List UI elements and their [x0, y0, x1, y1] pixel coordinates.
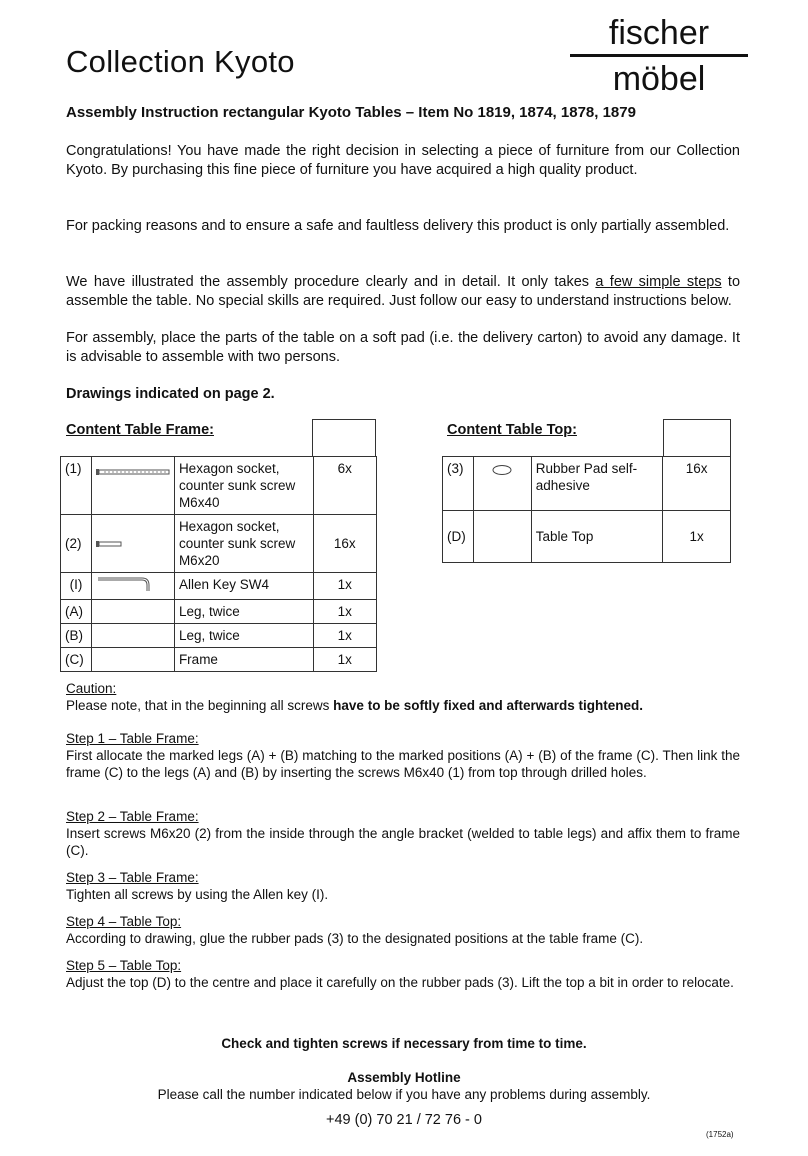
part-id: (B) — [61, 624, 92, 648]
hotline-text: Please call the number indicated below if you have any problems during assembly. — [157, 1087, 651, 1102]
empty-icon-cell — [91, 624, 174, 648]
table-row — [61, 648, 377, 672]
table-row — [61, 624, 377, 648]
part-id: (A) — [61, 600, 92, 624]
intro-text-a: We have illustrated the assembly procedure clearly and in detail. It only takes — [66, 274, 596, 290]
frame-parts-table — [60, 456, 377, 672]
top-table-header-cell — [663, 419, 731, 457]
table-row — [61, 573, 377, 600]
part-id: (1) — [61, 457, 92, 515]
hotline-title: Assembly Hotline — [347, 1070, 461, 1085]
logo-bottom-text: möbel — [612, 60, 706, 98]
long-screw-icon — [91, 457, 174, 515]
part-quantity: 1x — [313, 624, 376, 648]
table-row — [61, 457, 377, 515]
part-description: Allen Key SW4 — [174, 573, 313, 600]
logo-divider — [570, 54, 748, 57]
step-5 — [66, 957, 740, 991]
drawings-note: Drawings indicated on page 2. — [66, 386, 275, 402]
empty-icon-cell — [91, 648, 174, 672]
part-description: Leg, twice — [174, 624, 313, 648]
step-2 — [66, 808, 740, 859]
part-quantity: 6x — [313, 457, 376, 515]
part-quantity: 1x — [313, 600, 376, 624]
intro-paragraph-3 — [66, 273, 740, 310]
step-heading: Step 3 – Table Frame: — [66, 870, 199, 885]
step-heading: Step 4 – Table Top: — [66, 914, 182, 929]
step-text: Insert screws M6x20 (2) from the inside through the angle bracket (welded to table legs) and affix them to frame (C). — [66, 826, 740, 858]
document-subtitle: Assembly Instruction rectangular Kyoto Tables – Item No 1819, 1874, 1878, 1879 — [66, 104, 636, 121]
top-table-heading: Content Table Top: — [447, 422, 577, 438]
part-description: Leg, twice — [174, 600, 313, 624]
part-description: Frame — [174, 648, 313, 672]
table-row — [443, 511, 731, 563]
hotline-phone: +49 (0) 70 21 / 72 76 - 0 — [326, 1112, 482, 1128]
frame-table-header-cell — [312, 419, 376, 457]
rubber-pad-icon — [473, 457, 531, 511]
empty-icon-cell — [91, 600, 174, 624]
part-description: Table Top — [531, 511, 662, 563]
part-description: Rubber Pad self-adhesive — [531, 457, 662, 511]
empty-icon-cell — [473, 511, 531, 563]
frame-table-heading: Content Table Frame: — [66, 422, 214, 438]
intro-paragraph-2: For packing reasons and to ensure a safe and faultless delivery this product is only partially assembled. — [66, 218, 730, 234]
intro-text-b: to assemble the table. No special skills are required. Just follow our easy to understand instructions below. — [66, 274, 741, 309]
intro-paragraph-1: Congratulations! You have made the right decision in selecting a piece of furniture from our Collection Kyoto. By purchasing this fine piece of furniture you have acquired a high quality product. — [66, 143, 740, 178]
part-id: (I) — [61, 573, 92, 600]
step-text: According to drawing, glue the rubber pads (3) to the designated positions at the table frame (C). — [66, 931, 644, 946]
part-quantity: 1x — [663, 511, 731, 563]
caution-heading: Caution: — [66, 681, 117, 696]
caution-block — [66, 680, 740, 714]
table-row — [443, 457, 731, 511]
part-id: (3) — [443, 457, 474, 511]
part-quantity: 16x — [663, 457, 731, 511]
step-4 — [66, 913, 740, 947]
step-heading: Step 2 – Table Frame: — [66, 809, 199, 824]
part-description: Hexagon socket, counter sunk screw M6x20 — [174, 515, 313, 573]
page-title: Collection Kyoto — [66, 44, 295, 79]
part-quantity: 16x — [313, 515, 376, 573]
caution-text-a: Please note, that in the beginning all screws — [66, 698, 334, 713]
step-text: First allocate the marked legs (A) + (B) matching to the marked positions (A) + (B) of the frame (C). Then link the frame (C) to the legs (A) and (B) by inserting the screws M6x40 (1) from top through drilled holes. — [66, 748, 740, 780]
top-parts-table — [442, 456, 731, 563]
step-heading: Step 5 – Table Top: — [66, 958, 182, 973]
logo-top-text: fischer — [608, 14, 710, 52]
caution-text-bold: have to be softly fixed and afterwards tightened. — [333, 698, 643, 713]
part-quantity: 1x — [313, 573, 376, 600]
part-id: (C) — [61, 648, 92, 672]
table-row — [61, 600, 377, 624]
step-text: Adjust the top (D) to the centre and place it carefully on the rubber pads (3). Lift the top a bit in order to relocate. — [66, 975, 734, 990]
document-code: (1752a) — [706, 1130, 734, 1139]
step-3 — [66, 869, 740, 903]
short-screw-icon — [91, 515, 174, 573]
step-heading: Step 1 – Table Frame: — [66, 731, 199, 746]
brand-logo — [570, 14, 748, 98]
caution-text — [66, 697, 740, 714]
part-quantity: 1x — [313, 648, 376, 672]
table-row — [61, 515, 377, 573]
step-1 — [66, 730, 740, 781]
intro-paragraph-4: For assembly, place the parts of the table on a soft pad (i.e. the delivery carton) to avoid any damage. It is advisable to assemble with two persons. — [66, 330, 740, 365]
intro-underlined-steps: a few simple steps — [595, 274, 722, 290]
allen-key-icon — [91, 573, 174, 600]
check-screws-note: Check and tighten screws if necessary from time to time. — [221, 1036, 587, 1051]
step-text: Tighten all screws by using the Allen key (I). — [66, 887, 329, 902]
part-id: (2) — [61, 515, 92, 573]
part-id: (D) — [443, 511, 474, 563]
part-description: Hexagon socket, counter sunk screw M6x40 — [174, 457, 313, 515]
